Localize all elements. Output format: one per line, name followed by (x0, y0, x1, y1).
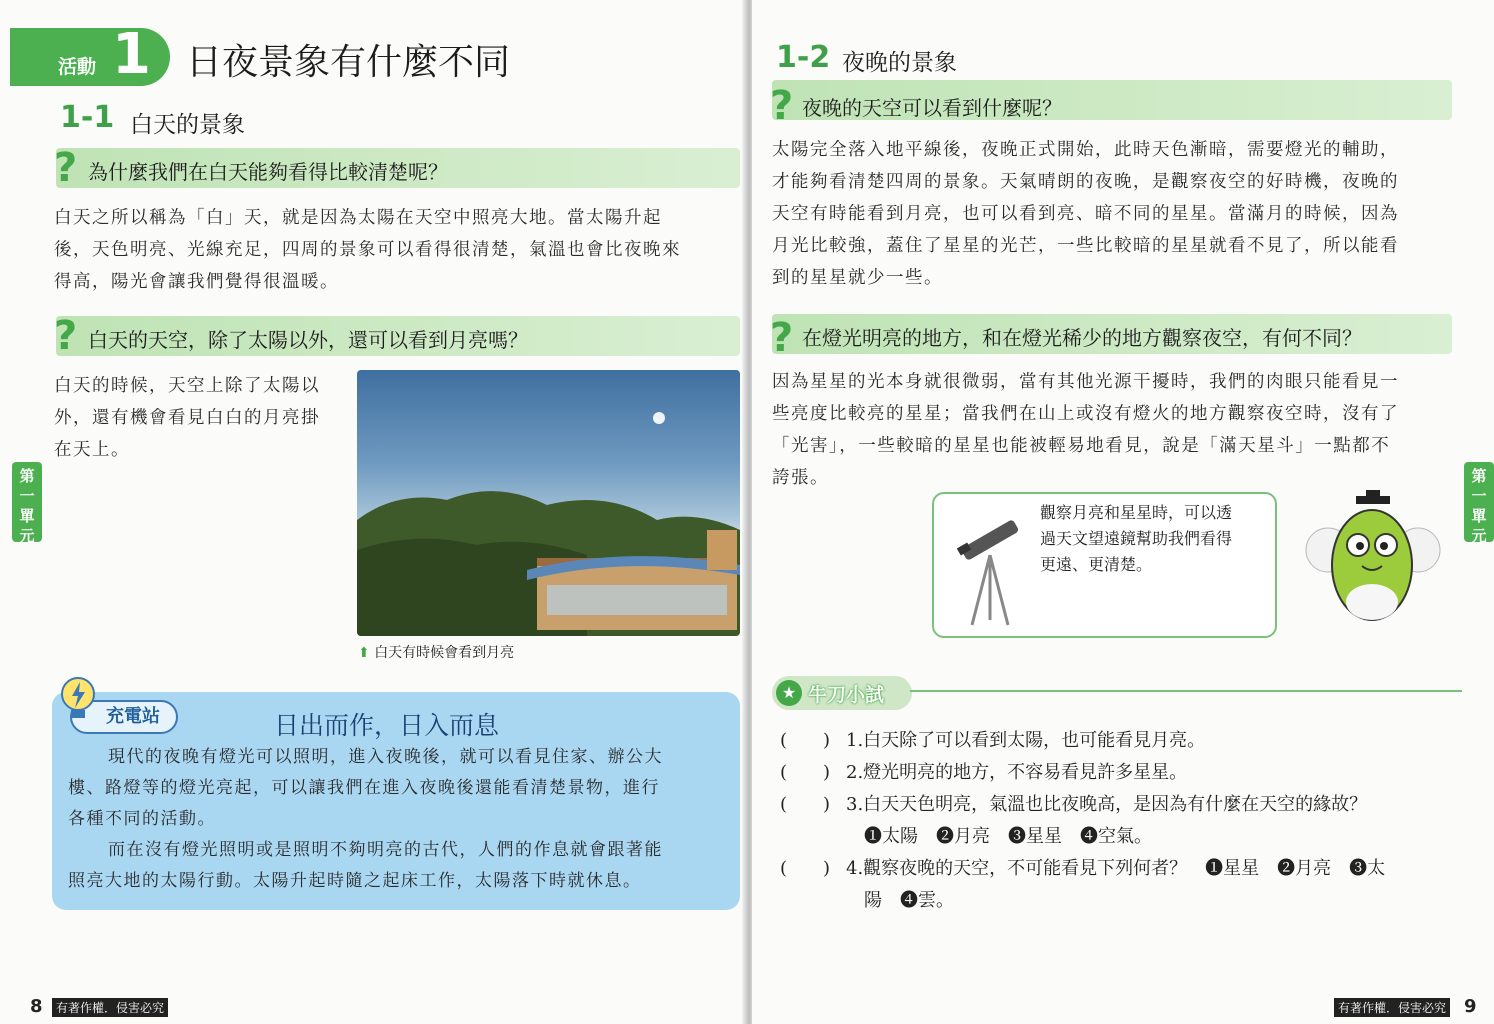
quiz-question-3-options: ❶太陽 ❷月亮 ❸星星 ❹空氣。 (864, 826, 1152, 847)
caption-text: 白天有時候會看到月亮 (374, 645, 515, 661)
lightbulb-icon (58, 676, 98, 726)
section-number: 1-1 (60, 100, 115, 135)
answer-blank[interactable]: ( ) (780, 858, 831, 879)
text-line: 觀察月亮和星星時，可以透 (1040, 503, 1233, 522)
paragraph-2 (54, 370, 354, 466)
question-mark-icon: ? (770, 83, 794, 129)
section-title: 白天的景象 (130, 112, 245, 138)
question-2: 白天的天空，除了太陽以外，還可以看到月亮嗎？ (88, 328, 528, 352)
text-line: 更遠、更清楚。 (1040, 555, 1153, 574)
photo-caption: ⬆ 白天有時候會看到月亮 (358, 645, 515, 661)
quiz-question-4: 4.觀察夜晚的天空，不可能看見下列何者？ ❶星星 ❷月亮 ❸太 (846, 858, 1386, 879)
text-line: 誇張。 (772, 468, 829, 488)
charge-station-title: 日出而作，日入而息 (274, 711, 500, 740)
section-title: 夜晚的景象 (842, 50, 957, 76)
paragraph-2 (772, 366, 1462, 494)
question-1: 夜晚的天空可以看到什麼呢？ (802, 96, 1062, 120)
copyright-notice: 有著作權．侵害必究 (1334, 998, 1450, 1017)
text-line: 白天之所以稱為「白」天，就是因為太陽在天空中照亮大地。當太陽升起 (54, 208, 662, 228)
page-number: 8 (30, 996, 43, 1017)
mascot-icon (1300, 490, 1445, 630)
text-line: 現代的夜晚有燈光可以照明，進入夜晚後，就可以看見住家、辦公大 (108, 747, 663, 767)
text-line: 在天上。 (54, 440, 130, 460)
quiz-question-4-continued: 陽 ❹雲。 (864, 890, 954, 911)
unit-side-tab (12, 462, 42, 545)
text-line: 「光害」，一些較暗的星星也能被輕易地看見，說是「滿天星斗」一點都不 (772, 436, 1391, 456)
callout-text (1040, 500, 1270, 578)
text-line: 月光比較強，蓋住了星星的光芒，一些比較暗的星星就看不見了，所以能看 (772, 236, 1399, 256)
text-line: 到的星星就少一些。 (772, 268, 943, 288)
text-line: 各種不同的活動。 (68, 809, 216, 829)
question-mark-icon: ? (54, 145, 78, 191)
text-line: 而在沒有燈光照明或是照明不夠明亮的古代，人們的作息就會跟著能 (108, 840, 663, 860)
text-line: 太陽完全落入地平線後，夜晚正式開始，此時天色漸暗，需要燈光的輔助， (772, 140, 1399, 160)
answer-blank[interactable]: ( ) (780, 794, 831, 815)
quiz-label: 牛刀小試 (808, 684, 885, 706)
side-tab-label: 第一單元 (1471, 467, 1487, 545)
quiz-question-3: 3.白天天色明亮，氣溫也比夜晚高，是因為有什麼在天空的緣故？ (846, 794, 1368, 815)
question-2: 在燈光明亮的地方，和在燈光稀少的地方觀察夜空，有何不同？ (802, 326, 1362, 350)
paragraph-1 (772, 134, 1462, 294)
activity-number: 1 (112, 22, 151, 87)
charge-station-label: 充電站 (70, 700, 178, 734)
copyright-notice: 有著作權．侵害必究 (52, 998, 168, 1017)
question-mark-icon: ? (54, 313, 78, 359)
star-icon: ★ (776, 680, 802, 706)
quiz-question-1: 1.白天除了可以看到太陽，也可能看見月亮。 (846, 730, 1206, 751)
text-line: 白天的時候，天空上除了太陽以 (54, 376, 320, 396)
question-1: 為什麼我們在白天能夠看得比較清楚呢？ (88, 160, 448, 184)
text-line: 後，天色明亮、光線充足，四周的景象可以看得很清楚，氣溫也會比夜晚來 (54, 240, 681, 260)
text-line: 因為星星的光本身就很微弱，當有其他光源干擾時，我們的肉眼只能看見一 (772, 372, 1399, 392)
text-line: 才能夠看清楚四周的景象。天氣晴朗的夜晚，是觀察夜空的好時機，夜晚的 (772, 172, 1399, 192)
section-number: 1-2 (776, 40, 831, 75)
text-line: 過天文望遠鏡幫助我們看得 (1040, 529, 1233, 548)
quiz-question-2: 2.燈光明亮的地方，不容易看見許多星星。 (846, 762, 1188, 783)
charge-station-text (68, 742, 732, 897)
text-line: 樓、路燈等的燈光亮起，可以讓我們在進入夜晚後還能看清楚景物，進行 (68, 778, 660, 798)
text-line: 得高，陽光會讓我們覺得很溫暖。 (54, 272, 339, 292)
quiz-divider (910, 690, 1462, 692)
unit-side-tab (1464, 462, 1494, 545)
answer-blank[interactable]: ( ) (780, 730, 831, 751)
answer-blank[interactable]: ( ) (780, 762, 831, 783)
paragraph-1 (54, 202, 744, 298)
text-line: 照亮大地的太陽行動。太陽升起時隨之起床工作，太陽落下時就休息。 (68, 871, 642, 891)
side-tab-label: 第一單元 (19, 467, 35, 545)
text-line: 外，還有機會看見白白的月亮掛 (54, 408, 320, 428)
text-line: 些亮度比較亮的星星；當我們在山上或沒有燈火的地方觀察夜空時，沒有了 (772, 404, 1399, 424)
telescope-icon (950, 505, 1030, 630)
activity-label: 活動 (58, 56, 97, 78)
page-number: 9 (1464, 996, 1477, 1017)
daytime-moon-photo (357, 370, 740, 636)
activity-title: 日夜景象有什麼不同 (186, 42, 511, 83)
text-line: 天空有時能看到月亮，也可以看到亮、暗不同的星星。當滿月的時候，因為 (772, 204, 1399, 224)
question-mark-icon: ? (770, 315, 794, 361)
